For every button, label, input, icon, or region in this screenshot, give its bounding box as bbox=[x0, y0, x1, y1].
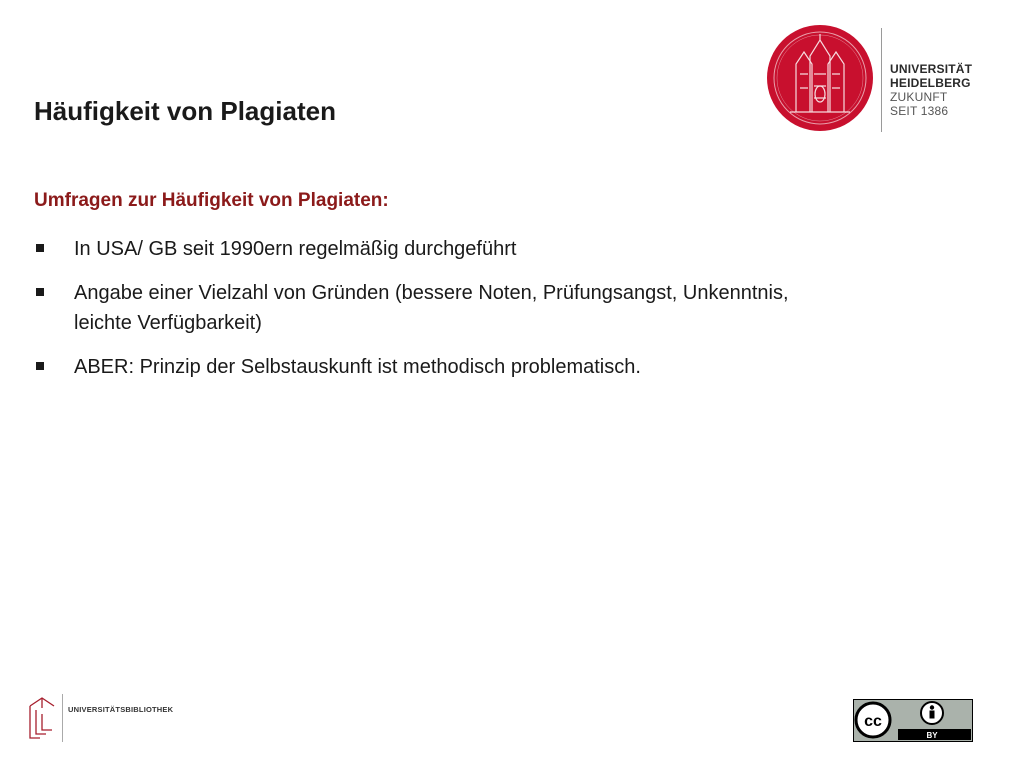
list-item bbox=[34, 234, 794, 264]
bullet-text: Angabe einer Vielzahl von Gründen (bessere Noten, Prüfungsangst, Unkenntnis, leichte Verfügbarkeit) bbox=[74, 282, 789, 334]
bullet-text: In USA/ GB seit 1990ern regelmäßig durchgeführt bbox=[74, 238, 517, 260]
university-name-line2: HEIDELBERG bbox=[890, 76, 971, 90]
bullet-list bbox=[34, 234, 794, 396]
university-name-line1: UNIVERSITÄT bbox=[890, 62, 973, 76]
cc-label: cc bbox=[864, 713, 882, 730]
logo-divider bbox=[881, 28, 882, 132]
logo-divider bbox=[62, 694, 63, 742]
square-bullet-icon bbox=[36, 288, 44, 296]
university-tagline2: SEIT 1386 bbox=[890, 104, 949, 118]
slide-title: Häufigkeit von Plagiaten bbox=[34, 96, 336, 126]
list-item bbox=[34, 352, 794, 382]
list-item bbox=[34, 278, 794, 338]
cc-by-license-badge bbox=[853, 699, 973, 742]
subheading: Umfragen zur Häufigkeit von Plagiaten: bbox=[34, 190, 389, 211]
university-tagline1: ZUKUNFT bbox=[890, 90, 948, 104]
university-seal-icon bbox=[766, 24, 874, 132]
by-label: BY bbox=[926, 731, 938, 740]
square-bullet-icon bbox=[36, 244, 44, 252]
library-mark-icon bbox=[26, 694, 58, 742]
library-name: UNIVERSITÄTSBIBLIOTHEK bbox=[68, 705, 174, 714]
square-bullet-icon bbox=[36, 362, 44, 370]
university-logo bbox=[766, 24, 981, 136]
bullet-text: ABER: Prinzip der Selbstauskunft ist methodisch problematisch. bbox=[74, 356, 641, 378]
library-logo bbox=[26, 692, 206, 744]
university-wordmark bbox=[890, 62, 972, 118]
